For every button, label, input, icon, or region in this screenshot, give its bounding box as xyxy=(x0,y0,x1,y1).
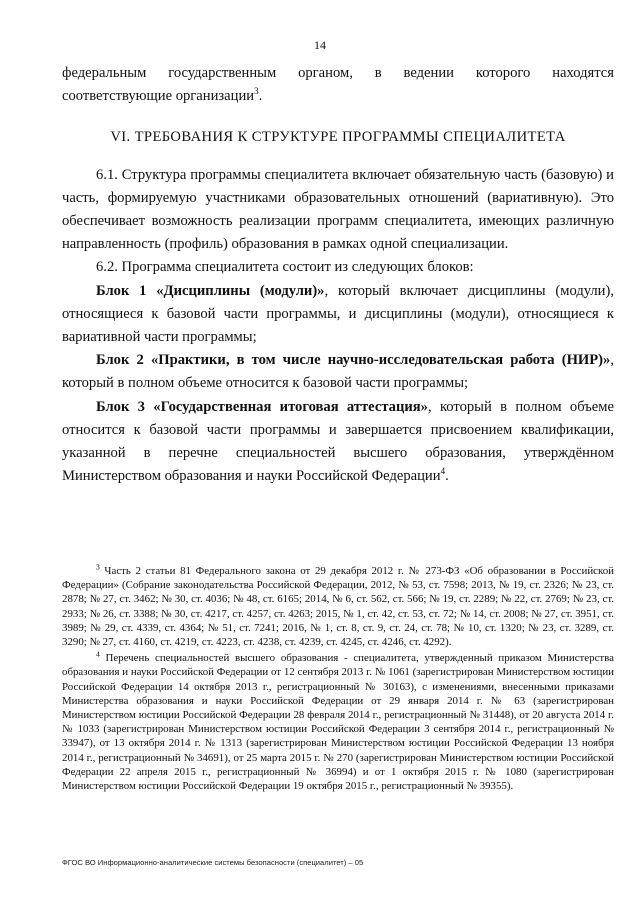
footnote-4 xyxy=(62,651,614,793)
block-3-text: , который в полном объеме относится к базовой части программы и завершается присвоением квалификации, указанной в перечне специальностей высшего образования, утверждённом Министерством образования и науки Российской Федерации xyxy=(62,398,614,485)
paragraph-6-1: 6.1. Структура программы специалитета включает обязательную часть (базовую) и часть, формируемую участниками образовательных отношений (вариативную). Это обеспечивает возможность реализации программ специалитета, имеющих различную направленность (профиль) образования в рамках одной специализации. xyxy=(62,166,614,253)
main-text xyxy=(62,62,614,488)
block-2-text: , который в полном объеме относится к базовой части программы; xyxy=(62,352,614,392)
block-1-paragraph xyxy=(62,280,614,350)
block-2-title: Блок 2 «Практики, в том числе научно-исследовательская работа (НИР)» xyxy=(96,352,611,369)
carry-over-text: федеральным государственным органом, в ведении которого находятся соответствующие организации xyxy=(62,65,614,105)
carry-over-paragraph: федеральным государственным органом, в ведении которого находятся соответствующие организации$^3$. xyxy=(62,65,614,105)
footnotes xyxy=(62,564,614,795)
footnote-ref-4: 4 xyxy=(440,466,446,477)
block-3-title: Блок 3 «Государственная итоговая аттестация» xyxy=(96,398,428,415)
footnote-3 xyxy=(62,564,614,649)
block-1-text: , который включает дисциплины (модули), относящиеся к базовой части программы, и дисциплины (модули), относящиеся к вариативной части программы; xyxy=(62,282,615,346)
paragraph-6-2: 6.2. Программа специалитета состоит из следующих блоков: xyxy=(96,259,474,276)
footnote-3-text: Часть 2 статьи 81 Федерального закона от 29 декабря 2012 г. № 273-ФЗ «Об образовании в Российской Федерации» (Собрание законодательства Российской Федерации, 2012, № 53, ст. 7598; 2013, № 19, ст. 2326; № 23, ст. 2878; № 27, ст. 3462; № 30, ст. 4036; № 48, ст. 6165; 2014, № 6, ст. 562, ст. 566; № 19, ст. 2289; № 22, ст. 2769; № 23, ст. 2933; № 26, ст. 3388; № 30, ст. 4217, ст. 4257, ст. 4263; 2015, № 1, ст. 42, ст. 53, ст. 72; № 14, ст. 2008; № 27, ст. 3951, ст. 3989; № 29, ст. 4339, ст. 4364; № 51, ст. 7241; 2016, № 1, ст. 8, ст. 9, ст. 24, ст. 78; № 10, ст. 1320; № 23, ст. 3289, ст. 3290; № 27, ст. 4160, ст. 4219, ст. 4223, ст. 4238, ст. 4239, ст. 4245, ст. 4246, ст. 4292). xyxy=(62,565,614,649)
page-number: 14 xyxy=(314,38,326,52)
footnote-ref-3: 3 xyxy=(254,86,259,97)
footnote-4-text: Перечень специальностей высшего образования - специалитета, утвержденный приказом Министерства образования и науки Российской Федерации от 12 сентября 2013 г. № 1061 (зарегистрирован Министерством юстиции Российской Федерации 14 октября 2013 г., регистрационный № 30163), с изменениями, внесенными приказами Министерства образования и науки Российской Федерации от 29 января 2014 г. № 63 (зарегистрирован Министерством юстиции Российской Федерации 28 февраля 2014 г., регистрационный № 31448), от 20 августа 2014 г. № 1033 (зарегистрирован Министерством юстиции Российской Федерации 3 сентября 2014 г., регистрационный № 33947), от 13 октября 2014 г. № 1313 (зарегистрирован Министерством юстиции Российской Федерации 13 ноября 2014 г., регистрационный № 34691), от 25 марта 2015 г. № 270 (зарегистрирован Министерством юстиции Российской Федерации 22 апреля 2015 г., регистрационный № 36994) и от 1 октября 2015 г. № 1080 (зарегистрирован Министерством юстиции Российской Федерации 19 октября 2015 г., регистрационный № 39355). xyxy=(62,652,614,793)
footnote-3-number: 3 xyxy=(96,562,100,572)
footnote-4-number: 4 xyxy=(96,649,100,659)
block-3-paragraph: Блок 3 «Государственная итоговая аттестация», который в полном объеме относится к базовой части программы и завершается присвоением квалификации, указанной в перечне специальностей высшего образования, утверждённом Министерством образования и науки Российской Федерации$^4$. xyxy=(62,398,614,485)
block-2-paragraph xyxy=(62,349,614,395)
section-heading: VI. ТРЕБОВАНИЯ К СТРУКТУРЕ ПРОГРАММЫ СПЕЦИАЛИТЕТА xyxy=(110,129,566,146)
page-footer: ФГОС ВО Информационно-аналитические системы безопасности (специалитет) – 05 xyxy=(62,858,364,867)
block-1-title: Блок 1 «Дисциплины (модули)» xyxy=(96,282,325,299)
